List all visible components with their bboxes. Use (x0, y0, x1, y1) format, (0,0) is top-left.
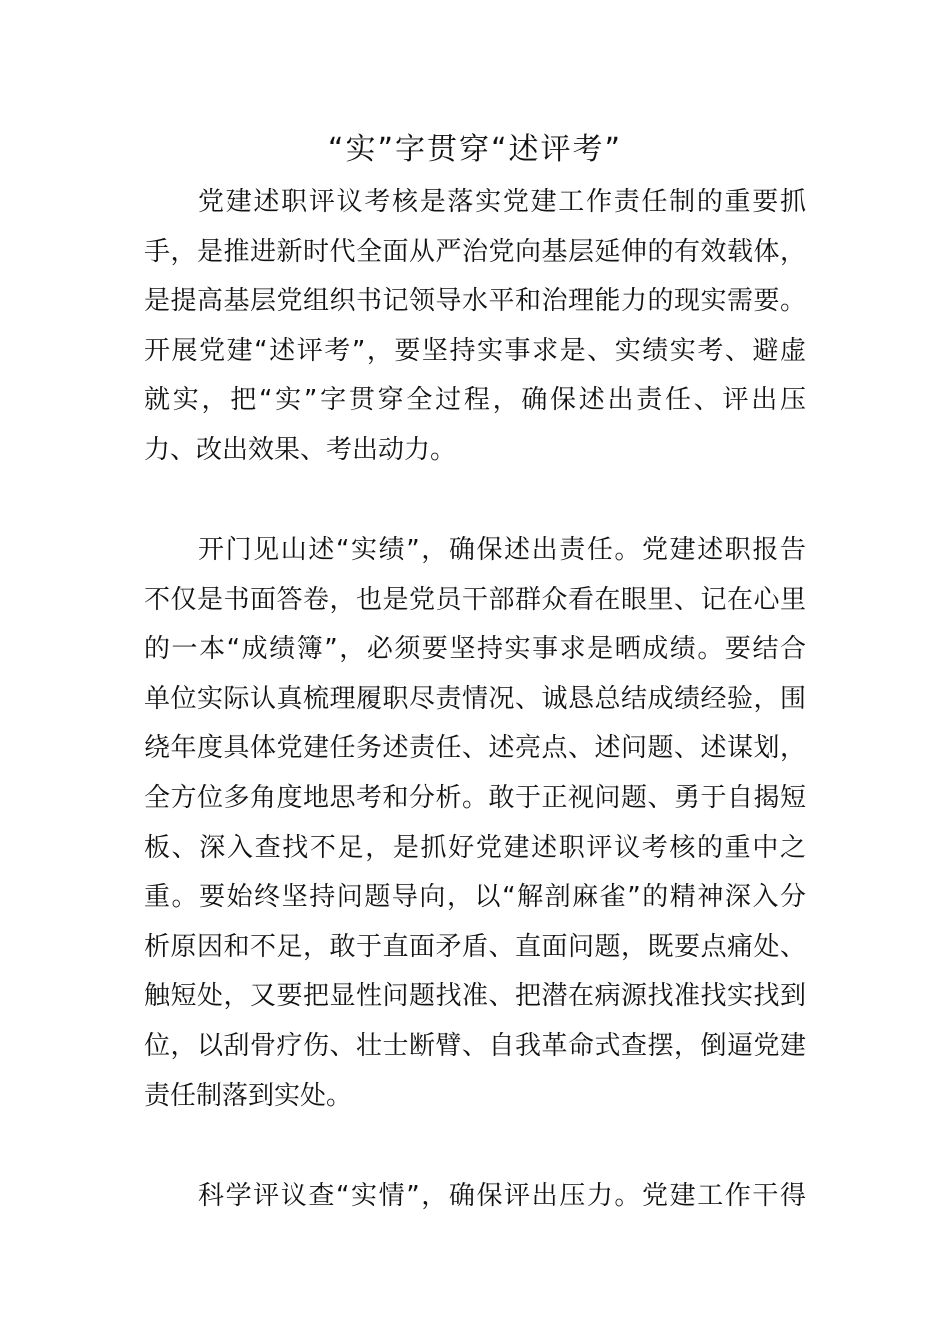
paragraph-1 (144, 178, 806, 476)
paragraph-line: 不仅是书面答卷，也是党员干部群众看在眼里、记在心里 (144, 584, 806, 615)
paragraph-line: 科学评议查“实情”，确保评出压力。党建工作干得 (198, 1181, 806, 1211)
paragraph-line: 全方位多角度地思考和分析。敢于正视问题、勇于自揭短 (144, 782, 806, 813)
paragraph-line: 责任制落到实处。 (144, 1080, 353, 1111)
paragraph-line: 单位实际认真梳理履职尽责情况、诚恳总结成绩经验，围 (144, 683, 806, 714)
paragraph-line: 是提高基层党组织书记领导水平和治理能力的现实需要。 (144, 286, 806, 317)
paragraph-line: 开门见山述“实绩”，确保述出责任。党建述职报告 (198, 535, 806, 565)
paragraph-line: 触短处，又要把显性问题找准、把潜在病源找准找实找到 (144, 981, 806, 1012)
paragraph-line: 绕年度具体党建任务述责任、述亮点、述问题、述谋划， (144, 733, 806, 764)
paragraph-line: 重。要始终坚持问题导向，以“解剖麻雀”的精神深入分 (144, 882, 806, 913)
paragraph-line: 的一本“成绩簿”，必须要坚持实事求是晒成绩。要结合 (144, 634, 806, 665)
paragraph-line: 手，是推进新时代全面从严治党向基层延伸的有效载体， (144, 236, 806, 267)
paragraph-3 (144, 1172, 806, 1222)
paragraph-line: 就实，把“实”字贯穿全过程，确保述出责任、评出压 (144, 385, 806, 416)
paragraph-line: 析原因和不足，敢于直面矛盾、直面问题，既要点痛处、 (144, 931, 806, 962)
paragraph-line: 党建述职评议考核是落实党建工作责任制的重要抓 (198, 187, 806, 217)
paragraph-line: 开展党建“述评考”，要坚持实事求是、实绩实考、避虚 (144, 335, 806, 366)
paragraph-2 (144, 526, 806, 1121)
paragraph-line: 位，以刮骨疗伤、壮士断臂、自我革命式查摆，倒逼党建 (144, 1030, 806, 1061)
paragraph-line: 力、改出效果、考出动力。 (144, 434, 457, 465)
document-title: “实”字贯穿“述评考” (327, 132, 623, 167)
paragraph-line: 板、深入查找不足，是抓好党建述职评议考核的重中之 (144, 832, 806, 863)
